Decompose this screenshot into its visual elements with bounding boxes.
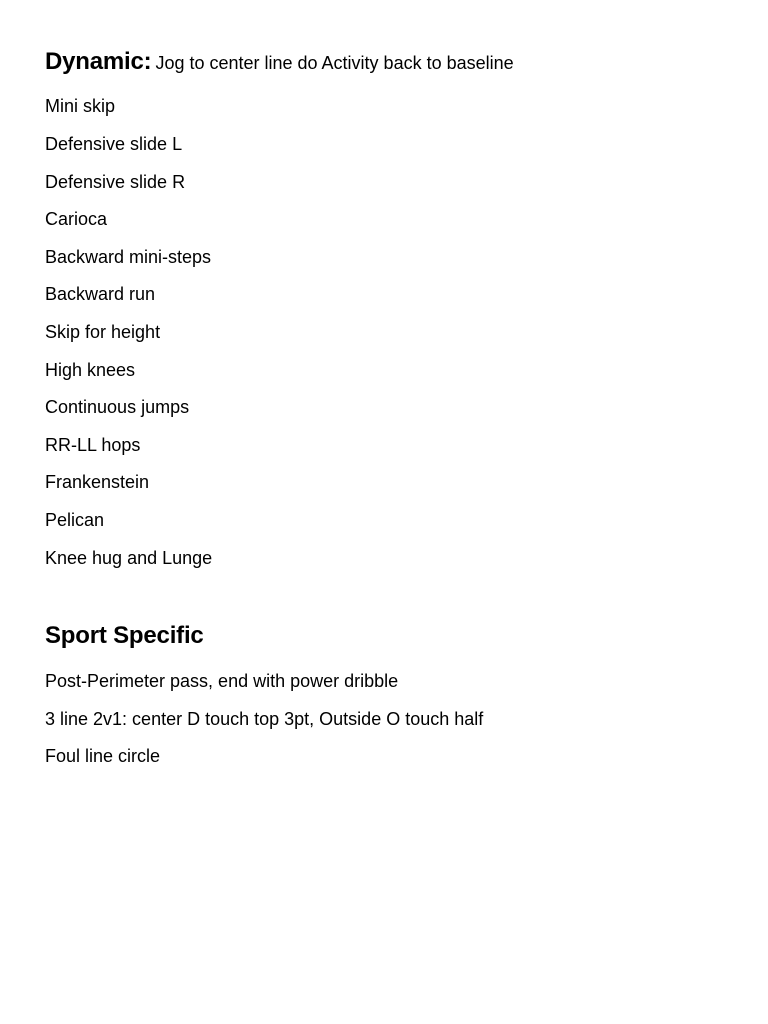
dynamic-list-item: Mini skip — [45, 96, 116, 116]
sport-specific-heading-title: Sport Specific — [45, 622, 204, 649]
sport-specific-list-item: Post-Perimeter pass, end with power dribble — [45, 671, 399, 691]
dynamic-list-item: Frankenstein — [45, 472, 150, 492]
dynamic-list-item: Pelican — [45, 510, 105, 530]
dynamic-list-item: Carioca — [45, 209, 108, 229]
sport-specific-list-item: 3 line 2v1: center D touch top 3pt, Outside O touch half — [45, 709, 484, 729]
dynamic-list-item: Defensive slide R — [45, 172, 186, 192]
dynamic-list-item: RR-LL hops — [45, 435, 141, 455]
dynamic-list-item: Continuous jumps — [45, 397, 190, 417]
dynamic-list-item: Backward mini-steps — [45, 247, 212, 267]
dynamic-heading-title: Dynamic: — [45, 48, 152, 75]
dynamic-section-heading — [45, 48, 514, 76]
sport-specific-section-heading — [45, 622, 204, 650]
dynamic-list-item: Skip for height — [45, 322, 161, 342]
dynamic-list-item: Backward run — [45, 284, 156, 304]
dynamic-list-item: Defensive slide L — [45, 134, 183, 154]
dynamic-list-item: High knees — [45, 360, 136, 380]
dynamic-heading-description: Jog to center line do Activity back to baseline — [155, 53, 514, 73]
sport-specific-list-item: Foul line circle — [45, 746, 161, 766]
dynamic-list-item: Knee hug and Lunge — [45, 548, 213, 568]
